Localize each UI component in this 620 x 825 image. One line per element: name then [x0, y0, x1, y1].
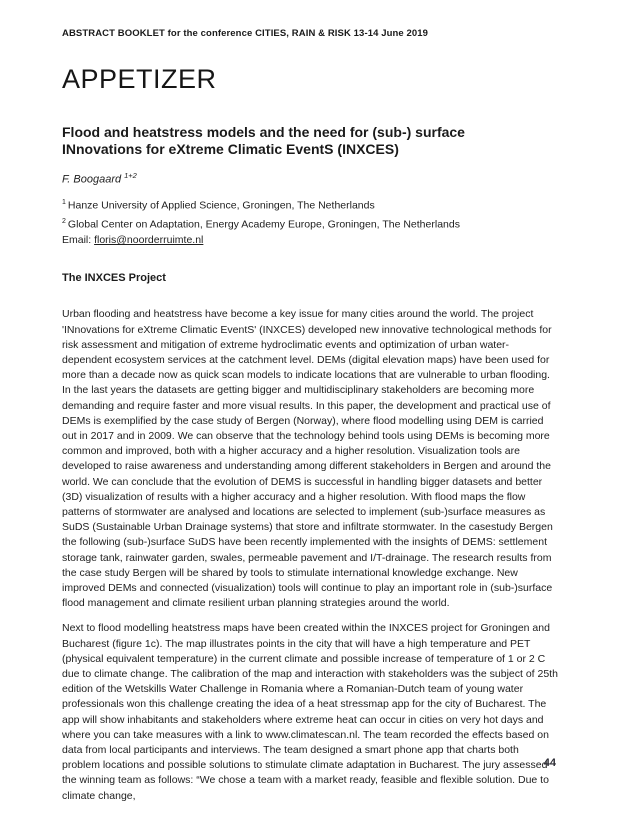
page-number: 44: [543, 757, 556, 769]
running-header: ABSTRACT BOOKLET for the conference CITIES, RAIN & RISK 13-14 June 2019: [62, 28, 429, 39]
email-line: [62, 232, 558, 248]
article-subheading: The INXCES Project: [62, 272, 166, 285]
affiliation-marker: 2: [62, 217, 66, 225]
section-title: APPETIZER: [62, 64, 217, 94]
affiliation-text: Hanze University of Applied Science, Groningen, The Netherlands: [67, 199, 375, 212]
abstract-paragraph-1: Urban flooding and heatstress have become a key issue for many cities around the world. The project 'INnovations for eXtreme Climatic EventS' (INXCES) developed new innovative technological methods for risk assessment and mitigation of extreme hydroclimatic events and optimization of urban water-dependent ecosystem services at the catchment level. DEMs (digital elevation maps) have been used for more than a decade now as quick scan models to indicate locations that are vulnerable to urban flooding. In the last years the datasets are getting bigger and multidisciplinary stakeholders are becoming more demanding and require faster and more visual results. In this paper, the development and practical use of DEMs is exemplified by the case study of Bergen (Norway), where flood modelling using DEM is carried out in 2017 and in 2009. We can observe that the technology behind tools using DEMs is becoming more common and improved, both with a higher accuracy and a higher resolution. Visualization tools are developed to raise awareness and understanding among different stakeholders in Bergen and around the world. We can conclude that the evolution of DEMS is successful in handling bigger datasets and better (3D) visualization of results with a higher accuracy and a higher resolution. With flood maps the flow patterns of stormwater are analysed and locations are selected to implement (sub-)surface measures as SuDS (Sustainable Urban Drainage systems) that store and infiltrate stormwater. In the casestudy Bergen the following (sub-)surface SuDS have been recently implemented with the insights of DEMS: settlement storage tank, rainwater garden, swales, permeable pavement and I/T-drainage. The research results from the case study Bergen will be shared by tools to stimulate international knowledge exchange. New improved DEMs and connected (visualization) tools will continue to play an important role in (sub-)surface flood management and climate resilient urban planning strategies around the world.: [62, 308, 553, 610]
abstract-paragraph-2: Next to flood modelling heatstress maps have been created within the INXCES project for Groningen and Bucharest (figure 1c). The map illustrates points in the city that will have a high temperature and PET (physical equivalent temperature) in the current climate and possible increase of temperature of 1 or 2 C due to climate change. The calibration of the map and interaction with stakeholders was the subject of 25th edition of the Wetskills Water Challenge in Romania where a Romanian-Dutch team of young water professionals won this challenge creating the idea of a heat stressmap app for the city of Bucharest. The app will show inhabitants and stakeholders where extreme heat can occur in cities on very hot days and where you can take measures with a link to www.climatescan.nl. The team recorded the effects based on data from local participants and interviews. The team designed a smart phone app that charts both problem locations and possible solutions to stimulate climate adaptation in Bucharest. The jury assessed the winning team as follows: “We chose a team with a market ready, feasible and flexible solution. Due to climate change,: [62, 622, 558, 802]
email-link[interactable]: floris@noorderruimte.nl: [94, 234, 204, 247]
abstract-article: [62, 124, 558, 804]
affiliation-line: [62, 195, 558, 214]
affiliation-text: Global Center on Adaptation, Energy Academy Europe, Groningen, The Netherlands: [67, 218, 460, 231]
author-name: F. Boogaard: [62, 173, 122, 186]
article-title: Flood and heatstress models and the need for (sub-) surface INnovations for eXtreme Climatic EventS (INXCES): [62, 124, 465, 158]
email-label: Email:: [62, 234, 95, 247]
author-line: [62, 171, 558, 186]
affiliation-line: [62, 214, 558, 233]
affiliation-marker: 1: [62, 199, 66, 207]
author-affiliation-superscript: 1+2: [124, 170, 137, 180]
